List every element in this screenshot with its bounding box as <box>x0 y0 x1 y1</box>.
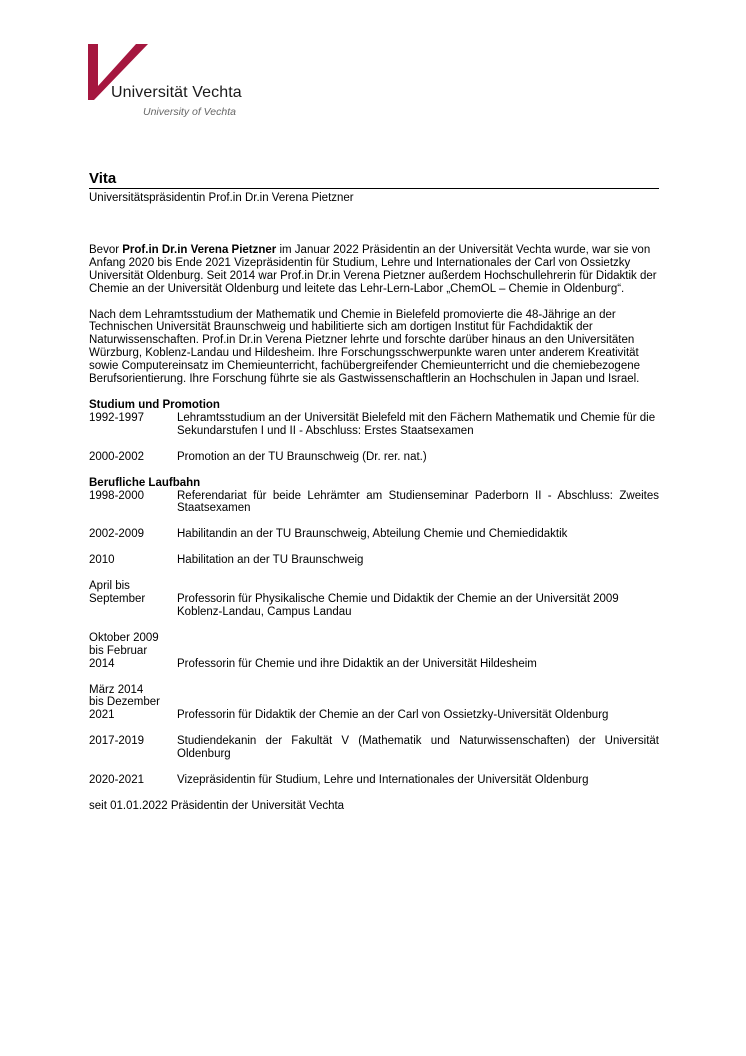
list-item <box>89 593 659 619</box>
intro-lead: Bevor <box>89 243 123 256</box>
entry-date-top: April bis <box>89 580 130 593</box>
education-heading: Studium und Promotion <box>89 398 220 411</box>
entry-date-mid: bis Februar <box>89 644 148 657</box>
entry-text: Lehramtsstudium an der Universität Bielefeld mit den Fächern Mathematik und Chemie für die Sekundarstufen I und II - Abschluss: Erstes Staatsexamen <box>177 411 656 437</box>
page-subtitle: Universitätspräsidentin Prof.in Dr.in Verena Pietzner <box>89 192 354 204</box>
entry-date: 1992-1997 <box>89 411 144 424</box>
list-item <box>89 490 659 516</box>
entry-text: Referendariat für beide Lehrämter am Studienseminar Paderborn II - Abschluss: Zweites Staatsexamen <box>177 489 659 515</box>
page-title: Vita <box>89 170 117 187</box>
entry-date: 2000-2002 <box>89 450 144 463</box>
entry-date-top: März 2014 <box>89 683 144 696</box>
entry-text: Promotion an der TU Braunschweig (Dr. rer. nat.) <box>177 450 427 463</box>
entry-text: Professorin für Physikalische Chemie und Didaktik der Chemie an der Universität 2009 Koblenz-Landau, Campus Landau <box>177 593 619 618</box>
entry-date: 2010 <box>89 554 115 567</box>
bio-paragraph: Nach dem Lehramtsstudium der Mathematik und Chemie in Bielefeld promovierte die 48-Jährige an der Technischen Universität Braunschweig und habilitierte sich am dortigen Institut für Fachdidaktik der Naturwissenschaften. Prof.in Dr.in Verena Pietzner lehrte und forschte darüber hinaus an den Universitäten Würzburg, Koblenz-Landau und Hildesheim. Ihre Forschungsschwerpunkte waren unter anderem Kreativität sowie Computereinsatz im Chemieunterricht, fachübergreifender Chemieunterricht und die chemiebezogene Berufsorientierung. Ihre Forschung führte sie als Gastwissenschaftlerin an Hochschulen in Japan und Israel. <box>89 308 641 386</box>
list-item <box>89 735 659 761</box>
intro-name: Prof.in Dr.in Verena Pietzner <box>122 243 277 256</box>
entry-date-mid: bis Dezember <box>89 696 160 709</box>
entry-date-top: Oktober 2009 <box>89 631 159 644</box>
career-heading: Berufliche Laufbahn <box>89 476 201 489</box>
entry-date: 2002-2009 <box>89 528 144 541</box>
list-item <box>89 528 659 541</box>
title-divider <box>89 188 659 189</box>
list-item <box>89 709 659 722</box>
entry-text: Vizepräsidentin für Studium, Lehre und Internationales der Universität Oldenburg <box>177 774 589 787</box>
list-item <box>89 554 659 567</box>
entry-date: 2017-2019 <box>89 735 144 748</box>
entry-text: Professorin für Chemie und ihre Didaktik an der Universität Hildesheim <box>177 657 537 670</box>
entry-date: 2020-2021 <box>89 774 144 787</box>
intro-rest: im Januar 2022 Präsidentin an der Universität Vechta wurde, war sie von Anfang 2020 bis Ende 2021 Vizepräsidentin für Studium, Lehre und Internationales der Carl von Ossietzky Universität Oldenburg. Seit 2014 war Prof.in Dr.in Verena Pietzner außerdem Hochschullehrerin für Didaktik der Chemie an der Universität Oldenburg und leitete das Lehr-Lern-Labor „ChemOL – Chemie in Oldenburg“. <box>89 243 657 295</box>
list-item <box>89 658 659 671</box>
entry-text: Habilitandin an der TU Braunschweig, Abteilung Chemie und Chemiedidaktik <box>177 528 568 541</box>
entry-text: Habilitation an der TU Braunschweig <box>177 554 364 567</box>
current-position: seit 01.01.2022 Präsidentin der Universität Vechta <box>89 800 345 812</box>
entry-date: 2014 <box>89 657 115 670</box>
list-item <box>89 412 659 438</box>
entry-text: Studiendekanin der Fakultät V (Mathematik und Naturwissenschaften) der Universität Oldenburg <box>177 735 659 761</box>
entry-text: Professorin für Didaktik der Chemie an der Carl von Ossietzky-Universität Oldenburg <box>177 709 609 722</box>
entry-date: 1998-2000 <box>89 489 144 502</box>
document-body <box>89 170 659 813</box>
intro-paragraph <box>89 244 659 296</box>
list-item <box>89 451 659 464</box>
entry-date: 2021 <box>89 709 115 722</box>
entry-date: September <box>89 593 146 606</box>
list-item <box>89 774 659 787</box>
logo-university-name: Universität Vechta <box>111 84 242 101</box>
logo-university-subtitle: University of Vechta <box>143 106 236 118</box>
university-logo <box>88 44 268 124</box>
